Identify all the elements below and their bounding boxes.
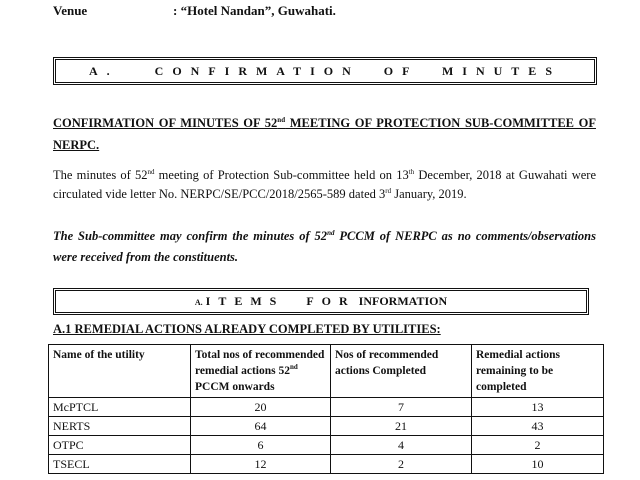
para-text: December, 2018 at Guwahati were circulated vide letter No. NERPC/SE/PCC/2018/2565-589 dated 3 — [53, 168, 596, 201]
para-text: January, 2019. — [391, 187, 467, 201]
confirmation-paragraph — [53, 166, 596, 204]
remaining-count: 43 — [472, 417, 604, 436]
document-page — [53, 2, 596, 474]
utility-name: OTPC — [49, 436, 191, 455]
sup: rd — [385, 187, 392, 195]
items-title-end: INFORMATION — [358, 294, 448, 308]
heading-text: CONFIRMATION OF MINUTES OF 52 — [53, 116, 278, 130]
remaining-count: 10 — [472, 455, 604, 474]
table-row — [49, 417, 604, 436]
completed-count: 7 — [331, 398, 472, 417]
col-header-remaining: Remedial actions remaining to be completed — [472, 345, 604, 398]
items-title: ITEMS FOR — [205, 294, 356, 308]
remaining-count: 13 — [472, 398, 604, 417]
items-for-information-box — [53, 288, 589, 315]
para-text: meeting of Protection Sub-committee held on 13 — [154, 168, 409, 182]
sup: nd — [147, 168, 155, 176]
venue-line — [53, 2, 596, 20]
sup: nd — [327, 229, 335, 237]
sup: nd — [289, 363, 298, 371]
table-row — [49, 398, 604, 417]
remaining-count: 2 — [472, 436, 604, 455]
total-count: 20 — [191, 398, 331, 417]
total-count: 12 — [191, 455, 331, 474]
utility-name: NERTS — [49, 417, 191, 436]
para-text: The minutes of 52 — [53, 168, 148, 182]
heading-sup: nd — [277, 116, 286, 124]
col-header-completed: Nos of recommended actions Completed — [331, 345, 472, 398]
total-count: 64 — [191, 417, 331, 436]
table-header-row — [49, 345, 604, 398]
col-header-total — [191, 345, 331, 398]
col-header-utility: Name of the utility — [49, 345, 191, 398]
note-text: PCCM of NERPC as no comments/observations were received from the constituents. — [53, 229, 596, 264]
confirm-note — [53, 226, 596, 268]
utility-name: McPTCL — [49, 398, 191, 417]
section-a-title: A. CONFIRMATION OF MINUTES — [88, 64, 561, 78]
a1-heading: A.1 REMEDIAL ACTIONS ALREADY COMPLETED BY UTILITIES: — [53, 322, 441, 336]
note-text: The Sub-committee may confirm the minutes of 52 — [53, 229, 328, 243]
completed-count: 21 — [331, 417, 472, 436]
utility-name: TSECL — [49, 455, 191, 474]
items-prefix: A. — [194, 298, 203, 307]
header-text: PCCM onwards — [195, 381, 275, 393]
remedial-actions-table — [48, 344, 604, 474]
venue-value: : “Hotel Nandan”, Guwahati. — [173, 3, 336, 18]
table-row — [49, 455, 604, 474]
total-count: 6 — [191, 436, 331, 455]
confirmation-heading — [53, 112, 596, 156]
section-a-title-box — [53, 57, 597, 85]
table-row — [49, 436, 604, 455]
sup: th — [408, 168, 415, 176]
completed-count: 4 — [331, 436, 472, 455]
completed-count: 2 — [331, 455, 472, 474]
header-text: Total nos of recommended remedial actions 52 — [195, 349, 325, 377]
heading-text-2: MEETING OF PROTECTION SUB-COMMITTEE OF NERPC. — [53, 116, 596, 152]
venue-label: Venue — [53, 3, 88, 18]
